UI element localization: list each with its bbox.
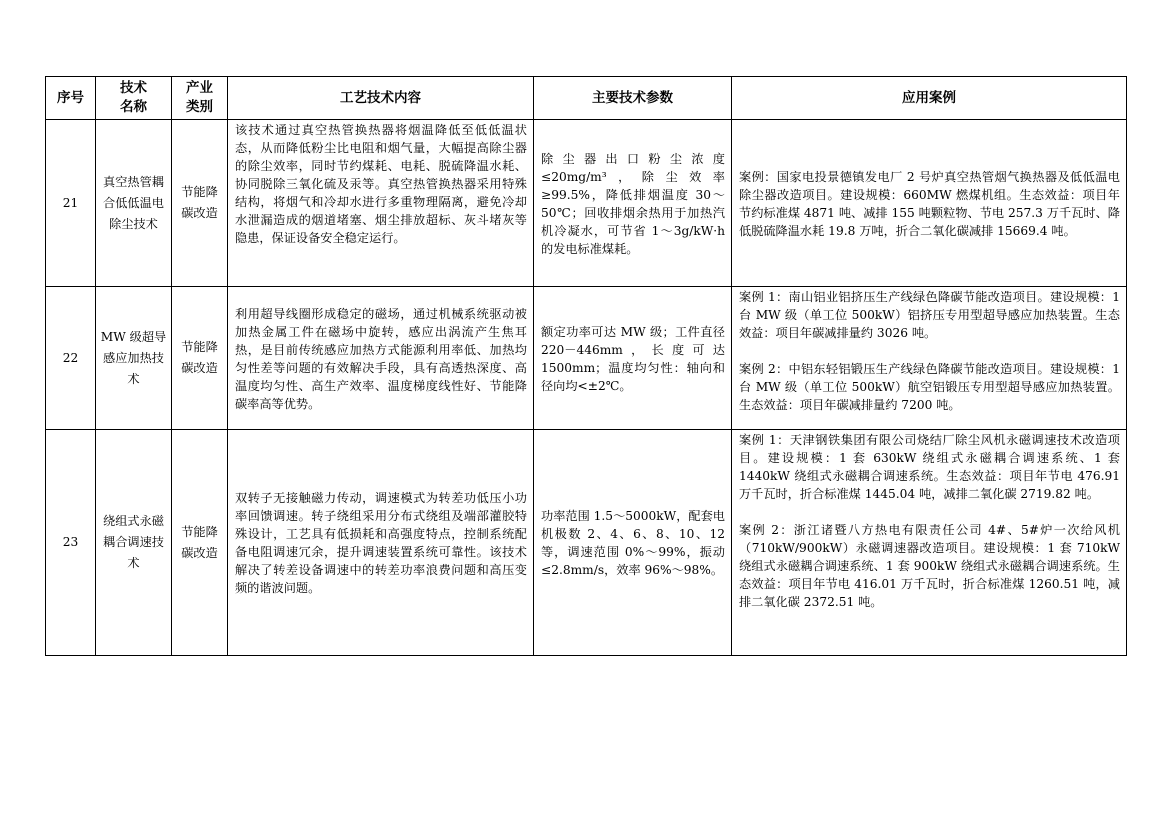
table-header-row [46,77,1127,120]
header-industry-text: 产业 类别 [186,80,213,115]
row-category: 节能降碳改造 [172,120,228,287]
header-seq: 序号 [46,77,96,120]
row-process [228,430,534,656]
table-row [46,287,1127,430]
row-cases [732,430,1127,656]
row-params [534,287,732,430]
case-paragraph: 案例：国家电投景德镇发电厂 2 号炉真空热管烟气换热器及低低温电除尘器改造项目。建设规模：660MW 燃煤机组。生态效益：项目年节约标准煤 4871 吨、减排 155 吨颗粒物、节电 257.3 万千瓦时、降低脱硫降温水耗 19.8 万吨，折合二氧化碳减排 15669.4 吨。 [739,169,1120,238]
technology-table [45,76,1127,656]
case-paragraph: 案例 2：中铝东轻铝锻压生产线绿色降碳节能改造项目。建设规模：1 台 MW 级（单工位 500kW）航空铝锻压专用型超导感应加热装置。生态效益：项目年碳减排量约 7200 吨。 [739,362,1120,412]
row-tech-name: MW 级超导感应加热技术 [96,287,172,430]
row-category: 节能降碳改造 [172,430,228,656]
technology-table-sheet [45,76,1127,656]
row-params [534,120,732,287]
row-params-text: 额定功率可达 MW 级；工件直径 220－446mm，长度可达 1500mm；温度均匀性：轴向和径向均<±2℃。 [541,324,725,393]
row-process-text: 双转子无接触磁力传动，调速模式为转差功低压小功率回馈调速。转子绕组采用分布式绕组及端部灌胶特殊设计，工艺具有低损耗和高强度特点，控制系统配备电阻调速冗余，提升调速装置系统可靠性。该技术解决了转差设备调速中的转差功率浪费问题和高压变频的谐波问题。 [235,491,527,595]
row-params [534,430,732,656]
row-category: 节能降碳改造 [172,287,228,430]
header-params: 主要技术参数 [534,77,732,120]
row-tech-name: 真空热管耦合低低温电除尘技术 [96,120,172,287]
header-industry [172,77,228,120]
row-process [228,287,534,430]
row-process-text: 利用超导线圈形成稳定的磁场，通过机械系统驱动被加热金属工件在磁场中旋转，感应出涡流产生焦耳热，是目前传统感应加热方式能源利用率低、加热均匀性差等问题的有效解决手段，具有高透热深度、高温度均匀性、高生产效率、温度梯度线性好、节能降碳率高等优势。 [235,306,527,411]
row-process [228,120,534,287]
header-cases: 应用案例 [732,77,1127,120]
row-process-text: 该技术通过真空热管换热器将烟温降低至低低温状态，从而降低粉尘比电阻和烟气量，大幅提高除尘器的除尘效率，同时节约煤耗、电耗、脱硫降温水耗、协同脱除三氧化硫及汞等。真空热管换热器采用特殊结构，将烟气和冷却水进行多重物理隔离，避免冷却水泄漏造成的烟道堵塞、烟尘排放超标、灰斗堵灰等隐患，保证设备安全稳定运行。 [235,123,527,245]
header-process: 工艺技术内容 [228,77,534,120]
row-cases [732,120,1127,287]
row-params-text: 功率范围 1.5～5000kW，配套电机极数 2、4、6、8、10、12 等，调速范围 0%～99%，振动≤2.8mm/s，效率 96%～98%。 [541,509,725,577]
row-seq: 22 [46,287,96,430]
row-params-text: 除尘器出口粉尘浓度≤20mg/m³，除尘效率≥99.5%，降低排烟温度 30～50℃；回收排烟余热用于加热汽机冷凝水，可节省 1～3g/kW·h 的发电标准煤耗。 [541,151,725,256]
header-tech-name-text: 技术 名称 [120,80,147,115]
row-seq: 21 [46,120,96,287]
table-row [46,430,1127,656]
header-tech-name [96,77,172,120]
case-paragraph: 案例 1：南山铝业铝挤压生产线绿色降碳节能改造项目。建设规模：1 台 MW 级（单工位 500kW）铝挤压专用型超导感应加热装置。生态效益：项目年碳减排量约 3026 吨。 [739,290,1120,340]
case-paragraph: 案例 1：天津钢铁集团有限公司烧结厂除尘风机永磁调速技术改造项目。建设规模：1 套 630kW 绕组式永磁耦合调速系统、1 套 1440kW 绕组式永磁耦合调速系统。生态效益：项目年节电 476.91 万千瓦时，折合标准煤 1445.04 吨，减排二氧化碳 2719.82 吨。 [739,433,1120,501]
table-row [46,120,1127,287]
row-cases [732,287,1127,430]
row-tech-name: 绕组式永磁耦合调速技术 [96,430,172,656]
case-paragraph: 案例 2：浙江诸暨八方热电有限责任公司 4#、5#炉一次给风机（710kW/900kW）永磁调速器改造项目。建设规模：1 套 710kW 绕组式永磁耦合调速系统、1 套 900kW 绕组式永磁耦合调速系统。生态效益：项目年节电 416.01 万千瓦时，折合标准煤 1260.51 吨，减排二氧化碳 2372.51 吨。 [739,523,1120,609]
row-seq: 23 [46,430,96,656]
